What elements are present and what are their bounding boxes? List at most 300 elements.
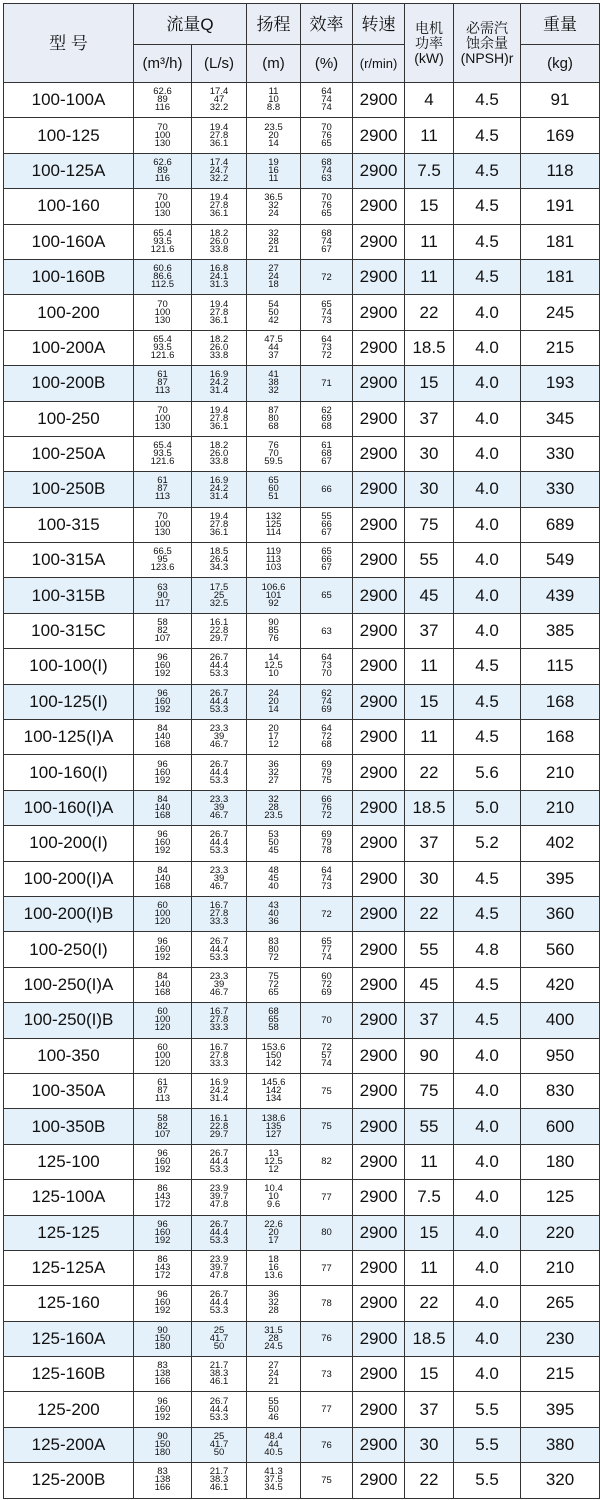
efficiency-cell-value: 74	[321, 164, 332, 176]
table-row	[4, 967, 600, 1002]
flow-m3h-cell-value: 96	[157, 829, 168, 841]
flow-m3h-cell-value: 96	[157, 687, 168, 699]
flow-m3h-cell-value: 100	[154, 908, 171, 920]
head-cell	[247, 1463, 301, 1498]
flow-m3h-cell	[134, 507, 192, 542]
efficiency-cell-value: 72	[321, 1041, 332, 1053]
flow-m3h-cell	[134, 826, 192, 861]
header-flow-unit-m3h: (m³/h)	[134, 45, 192, 83]
head-cell-value: 20	[268, 1226, 279, 1238]
efficiency-cell	[301, 1321, 353, 1356]
flow-m3h-cell-value: 192	[154, 1411, 171, 1423]
head-cell-value: 50	[268, 1403, 279, 1415]
efficiency-cell-value: 75	[321, 1085, 332, 1097]
flow-m3h-cell-value: 100	[154, 412, 171, 424]
flow-m3h-cell-value: 107	[154, 1128, 171, 1140]
flow-ls-cell	[192, 967, 247, 1002]
npsh-cell: 4.0	[454, 295, 521, 330]
speed-cell: 2900	[353, 1357, 405, 1392]
model-cell: 125-160B	[4, 1357, 134, 1392]
efficiency-cell-value: 76	[321, 802, 332, 813]
head-cell-value: 19	[268, 156, 279, 168]
efficiency-cell	[301, 755, 353, 790]
table-row	[4, 1463, 600, 1498]
flow-m3h-cell-value: 60	[157, 900, 168, 912]
efficiency-cell	[301, 1250, 353, 1285]
model-cell: 125-125A	[4, 1250, 134, 1285]
head-cell	[247, 967, 301, 1002]
efficiency-cell-value: 68	[321, 420, 332, 432]
flow-m3h-cell-value: 140	[154, 872, 171, 884]
power-cell: 4	[405, 83, 454, 118]
npsh-cell: 5.0	[454, 790, 521, 825]
npsh-cell: 4.5	[454, 861, 521, 896]
head-cell-value: 36	[268, 916, 279, 928]
efficiency-cell-value: 66	[321, 554, 332, 566]
efficiency-cell	[301, 1427, 353, 1462]
flow-m3h-cell-value: 96	[157, 935, 168, 947]
flow-ls-cell	[192, 1003, 247, 1038]
head-cell-value: 127	[265, 1128, 282, 1140]
flow-m3h-cell-value: 160	[154, 766, 171, 778]
flow-m3h-cell-value: 66.5	[153, 546, 172, 558]
npsh-cell: 4.0	[454, 1215, 521, 1250]
power-cell: 75	[405, 507, 454, 542]
speed-cell: 2900	[353, 1321, 405, 1356]
efficiency-cell-value: 68	[321, 156, 332, 168]
flow-m3h-cell-value: 140	[154, 802, 171, 813]
head-cell-value: 28	[268, 1305, 279, 1317]
npsh-cell: 4.0	[454, 330, 521, 365]
npsh-cell: 4.5	[454, 259, 521, 294]
flow-m3h-cell-value: 83	[157, 1360, 168, 1372]
flow-m3h-cell-value: 61	[157, 1077, 168, 1089]
head-cell-value: 135	[265, 1120, 282, 1132]
head-cell	[247, 153, 301, 188]
power-cell: 37	[405, 1003, 454, 1038]
model-cell: 100-350A	[4, 1073, 134, 1108]
head-cell	[247, 1286, 301, 1321]
speed-cell: 2900	[353, 1038, 405, 1073]
speed-cell: 2900	[353, 330, 405, 365]
flow-ls-cell	[192, 1321, 247, 1356]
head-cell-value: 142	[265, 1085, 282, 1097]
head-cell	[247, 720, 301, 755]
weight-cell: 395	[521, 861, 600, 896]
table-row	[4, 224, 600, 259]
efficiency-cell-value: 72	[321, 271, 332, 283]
efficiency-cell-value: 72	[321, 908, 332, 920]
efficiency-cell	[301, 472, 353, 507]
efficiency-cell-value: 77	[321, 1191, 332, 1203]
head-cell	[247, 1427, 301, 1462]
flow-ls-cell-value: 32.2	[209, 102, 229, 114]
head-cell-value: 80	[268, 943, 279, 955]
head-cell-value: 65	[268, 475, 279, 487]
table-row	[4, 613, 600, 648]
flow-m3h-cell-value: 143	[154, 1191, 171, 1203]
npsh-cell: 4.0	[454, 613, 521, 648]
table-row	[4, 1144, 600, 1179]
flow-m3h-cell	[134, 1286, 192, 1321]
efficiency-cell-value: 75	[321, 1121, 332, 1133]
weight-cell: 245	[521, 295, 600, 330]
head-cell-value: 23.5	[264, 810, 283, 821]
table-row	[4, 1003, 600, 1038]
head-cell-value: 48.4	[264, 1431, 283, 1443]
flow-ls-cell	[192, 224, 247, 259]
head-cell-value: 142	[265, 1057, 282, 1069]
flow-ls-cell	[192, 189, 247, 224]
flow-m3h-cell-value: 86	[157, 1254, 168, 1266]
efficiency-cell-value: 74	[321, 872, 332, 884]
head-cell-value: 40	[268, 880, 279, 892]
head-cell-value: 43	[268, 900, 279, 912]
flow-ls-cell	[192, 1286, 247, 1321]
flow-ls-cell-value: 29.7	[209, 1128, 229, 1140]
npsh-cell: 4.0	[454, 543, 521, 578]
npsh-cell: 5.2	[454, 826, 521, 861]
head-cell	[247, 259, 301, 294]
speed-cell: 2900	[353, 1215, 405, 1250]
head-cell-value: 44	[268, 1439, 279, 1451]
head-cell-value: 145.6	[261, 1077, 286, 1089]
efficiency-cell-value: 73	[321, 1368, 332, 1380]
flow-m3h-cell	[134, 153, 192, 188]
head-cell	[247, 507, 301, 542]
flow-m3h-cell	[134, 720, 192, 755]
flow-ls-cell-value: 36.1	[209, 526, 229, 538]
flow-ls-cell-value: 18.2	[209, 227, 229, 239]
head-cell-value: 90	[268, 617, 279, 629]
efficiency-cell	[301, 366, 353, 401]
flow-m3h-cell-value: 138	[154, 1474, 171, 1486]
flow-m3h-cell	[134, 436, 192, 471]
flow-ls-cell-value: 44.4	[209, 1226, 229, 1238]
model-cell: 125-100A	[4, 1180, 134, 1215]
power-cell: 45	[405, 578, 454, 613]
head-cell-value: 53	[268, 829, 279, 841]
model-cell: 125-125	[4, 1215, 134, 1250]
speed-cell: 2900	[353, 861, 405, 896]
flow-ls-cell-value: 29.7	[209, 633, 229, 645]
weight-cell: 380	[521, 1427, 600, 1462]
weight-cell: 320	[521, 1463, 600, 1498]
header-model: 型 号	[4, 4, 134, 83]
flow-ls-cell-value: 44.4	[209, 660, 229, 672]
speed-cell: 2900	[353, 153, 405, 188]
head-cell-value: 12.5	[264, 1155, 283, 1167]
head-cell	[247, 118, 301, 153]
npsh-cell: 4.5	[454, 118, 521, 153]
flow-m3h-cell-value: 93.5	[153, 448, 172, 460]
flow-ls-cell-value: 36.1	[209, 420, 229, 432]
efficiency-cell-value: 75	[321, 1474, 332, 1486]
head-cell-value: 132	[265, 510, 282, 522]
flow-m3h-cell-value: 93.5	[153, 341, 172, 353]
head-cell-value: 32	[268, 1297, 279, 1309]
model-cell: 100-250(I)	[4, 932, 134, 967]
power-cell: 11	[405, 224, 454, 259]
flow-ls-cell	[192, 1109, 247, 1144]
efficiency-cell-value: 69	[321, 412, 332, 424]
weight-cell: 600	[521, 1109, 600, 1144]
head-cell-value: 46	[268, 1411, 279, 1423]
flow-ls-cell-value: 19.4	[209, 298, 229, 310]
weight-cell: 215	[521, 1357, 600, 1392]
flow-m3h-cell	[134, 1003, 192, 1038]
speed-cell: 2900	[353, 472, 405, 507]
head-cell-value: 40.5	[264, 1447, 283, 1459]
head-cell-value: 23.5	[264, 121, 283, 133]
flow-m3h-cell-value: 100	[154, 1014, 171, 1026]
model-cell: 100-250A	[4, 436, 134, 471]
efficiency-cell	[301, 1003, 353, 1038]
model-cell: 100-125(I)	[4, 684, 134, 719]
efficiency-cell-value: 69	[321, 758, 332, 770]
efficiency-cell-value: 64	[321, 86, 332, 98]
flow-m3h-cell-value: 120	[154, 1022, 171, 1034]
speed-cell: 2900	[353, 1144, 405, 1179]
head-cell-value: 16	[268, 1262, 279, 1274]
flow-ls-cell-value: 53.3	[209, 1163, 229, 1175]
speed-cell: 2900	[353, 720, 405, 755]
efficiency-cell	[301, 649, 353, 684]
head-cell-value: 24	[268, 1368, 279, 1380]
flow-m3h-cell	[134, 259, 192, 294]
flow-m3h-cell-value: 150	[154, 1439, 171, 1451]
flow-m3h-cell-value: 61	[157, 475, 168, 487]
flow-m3h-cell-value: 117	[154, 597, 171, 609]
flow-ls-cell	[192, 366, 247, 401]
table-row	[4, 1357, 600, 1392]
efficiency-cell	[301, 720, 353, 755]
flow-ls-cell-value: 53.3	[209, 1411, 229, 1423]
weight-cell: 385	[521, 613, 600, 648]
efficiency-cell-value: 73	[321, 880, 332, 892]
table-row	[4, 1250, 600, 1285]
head-cell	[247, 83, 301, 118]
head-cell-value: 44	[268, 341, 279, 353]
model-cell: 100-200B	[4, 366, 134, 401]
flow-m3h-cell	[134, 1392, 192, 1427]
head-cell-value: 20	[268, 695, 279, 707]
speed-cell: 2900	[353, 1109, 405, 1144]
flow-ls-cell-value: 33.8	[209, 456, 229, 468]
flow-ls-cell-value: 27.8	[209, 908, 229, 920]
efficiency-cell-value: 64	[321, 864, 332, 876]
power-cell: 55	[405, 1109, 454, 1144]
flow-m3h-cell-value: 160	[154, 837, 171, 849]
flow-m3h-cell-value: 143	[154, 1262, 171, 1274]
efficiency-cell	[301, 578, 353, 613]
flow-m3h-cell-value: 150	[154, 1332, 171, 1344]
table-row	[4, 507, 600, 542]
efficiency-cell	[301, 1286, 353, 1321]
table-row	[4, 826, 600, 861]
flow-ls-cell-value: 44.4	[209, 1403, 229, 1415]
table-row	[4, 1073, 600, 1108]
efficiency-cell-value: 62	[321, 404, 332, 416]
weight-cell: 549	[521, 543, 600, 578]
efficiency-cell-value: 72	[321, 978, 332, 990]
power-cell: 15	[405, 366, 454, 401]
head-cell	[247, 1321, 301, 1356]
flow-ls-cell-value: 25	[213, 1431, 225, 1443]
power-cell: 15	[405, 1357, 454, 1392]
flow-ls-cell-value: 26.0	[209, 341, 229, 353]
power-cell: 30	[405, 1427, 454, 1462]
flow-ls-cell-value: 39	[213, 802, 225, 813]
flow-ls-cell-value: 26.7	[209, 1218, 229, 1230]
weight-cell: 330	[521, 436, 600, 471]
power-cell: 11	[405, 649, 454, 684]
npsh-cell: 4.5	[454, 896, 521, 931]
head-cell	[247, 1073, 301, 1108]
flow-ls-cell-value: 41.7	[209, 1439, 229, 1451]
flow-m3h-cell-value: 87	[157, 483, 168, 495]
flow-m3h-cell-value: 90	[157, 589, 168, 601]
flow-ls-cell	[192, 1038, 247, 1073]
flow-ls-cell-value: 24.2	[209, 483, 229, 495]
head-cell-value: 58	[268, 1022, 279, 1034]
flow-m3h-cell	[134, 189, 192, 224]
flow-ls-cell-value: 26.7	[209, 652, 229, 664]
flow-m3h-cell	[134, 1463, 192, 1498]
weight-cell: 215	[521, 330, 600, 365]
efficiency-cell	[301, 861, 353, 896]
flow-ls-cell-value: 53.3	[209, 703, 229, 715]
flow-m3h-cell-value: 100	[154, 518, 171, 530]
speed-cell: 2900	[353, 189, 405, 224]
flow-m3h-cell-value: 89	[157, 94, 168, 106]
model-cell: 100-200(I)	[4, 826, 134, 861]
flow-m3h-cell-value: 192	[154, 703, 171, 715]
flow-m3h-cell-value: 121.6	[150, 243, 175, 255]
flow-m3h-cell-value: 130	[154, 137, 171, 149]
efficiency-cell-value: 63	[321, 172, 332, 184]
head-cell	[247, 1109, 301, 1144]
head-cell-value: 21	[268, 1376, 279, 1388]
model-cell: 125-200	[4, 1392, 134, 1427]
efficiency-cell-value: 72	[321, 349, 332, 361]
header-speed: 转速	[353, 4, 405, 45]
head-cell-value: 65	[268, 1014, 279, 1026]
head-cell-value: 32	[268, 385, 279, 397]
efficiency-cell-value: 67	[321, 243, 332, 255]
head-cell-value: 76	[268, 440, 279, 452]
model-cell: 100-200A	[4, 330, 134, 365]
flow-ls-cell-value: 44.4	[209, 1297, 229, 1309]
flow-m3h-cell-value: 70	[157, 192, 168, 204]
table-row	[4, 259, 600, 294]
head-cell-value: 60	[268, 483, 279, 495]
head-cell-value: 134	[265, 1093, 282, 1105]
efficiency-cell	[301, 684, 353, 719]
flow-m3h-cell	[134, 1321, 192, 1356]
efficiency-cell-value: 70	[321, 121, 332, 133]
flow-m3h-cell	[134, 578, 192, 613]
flow-ls-cell-value: 44.4	[209, 766, 229, 778]
speed-cell: 2900	[353, 1003, 405, 1038]
efficiency-cell	[301, 896, 353, 931]
flow-m3h-cell-value: 192	[154, 668, 171, 680]
weight-cell: 125	[521, 1180, 600, 1215]
model-cell: 100-160A	[4, 224, 134, 259]
flow-ls-cell-value: 36.1	[209, 137, 229, 149]
flow-m3h-cell	[134, 649, 192, 684]
table-row	[4, 401, 600, 436]
head-cell-value: 45	[268, 872, 279, 884]
npsh-cell: 4.0	[454, 1321, 521, 1356]
flow-m3h-cell-value: 100	[154, 129, 171, 141]
flow-m3h-cell	[134, 401, 192, 436]
table-row	[4, 1215, 600, 1250]
flow-ls-cell-value: 16.9	[209, 475, 229, 487]
power-cell: 22	[405, 1463, 454, 1498]
npsh-cell: 4.0	[454, 1109, 521, 1144]
flow-ls-cell-value: 17.4	[209, 156, 229, 168]
model-cell: 100-100(I)	[4, 649, 134, 684]
power-cell: 30	[405, 472, 454, 507]
flow-ls-cell-value: 33.3	[209, 1022, 229, 1034]
speed-cell: 2900	[353, 1427, 405, 1462]
efficiency-cell-value: 55	[321, 510, 332, 522]
power-cell: 11	[405, 118, 454, 153]
efficiency-cell-value: 77	[321, 1262, 332, 1274]
efficiency-cell	[301, 1038, 353, 1073]
weight-cell: 118	[521, 153, 600, 188]
flow-ls-cell	[192, 1357, 247, 1392]
efficiency-cell-value: 64	[321, 652, 332, 664]
npsh-cell: 4.0	[454, 578, 521, 613]
weight-cell: 402	[521, 826, 600, 861]
head-cell	[247, 755, 301, 790]
power-cell: 11	[405, 259, 454, 294]
flow-m3h-cell-value: 84	[157, 970, 168, 982]
efficiency-cell-value: 77	[321, 1404, 332, 1416]
table-row	[4, 1321, 600, 1356]
head-cell	[247, 826, 301, 861]
table-row	[4, 330, 600, 365]
head-cell-value: 17	[268, 731, 279, 743]
flow-m3h-cell	[134, 1427, 192, 1462]
flow-m3h-cell-value: 138	[154, 1368, 171, 1380]
efficiency-cell-value: 74	[321, 306, 332, 318]
flow-m3h-cell	[134, 1215, 192, 1250]
head-cell-value: 13	[268, 1147, 279, 1159]
head-cell-value: 55	[268, 1395, 279, 1407]
flow-ls-cell-value: 24.2	[209, 377, 229, 389]
flow-m3h-cell-value: 160	[154, 943, 171, 955]
flow-ls-cell-value: 34.3	[209, 562, 229, 574]
npsh-cell: 4.5	[454, 720, 521, 755]
flow-m3h-cell-value: 60	[157, 1006, 168, 1018]
head-cell-value: 68	[268, 420, 279, 432]
speed-cell: 2900	[353, 507, 405, 542]
head-cell-value: 38	[268, 377, 279, 389]
efficiency-cell	[301, 436, 353, 471]
efficiency-cell-value: 76	[321, 1333, 332, 1345]
table-row	[4, 366, 600, 401]
flow-ls-cell	[192, 259, 247, 294]
flow-ls-cell-value: 46.7	[209, 880, 229, 892]
head-cell	[247, 1180, 301, 1215]
flow-ls-cell	[192, 790, 247, 825]
head-cell-value: 16	[268, 164, 279, 176]
head-cell-value: 14	[268, 652, 279, 664]
head-cell-value: 41	[268, 369, 279, 381]
